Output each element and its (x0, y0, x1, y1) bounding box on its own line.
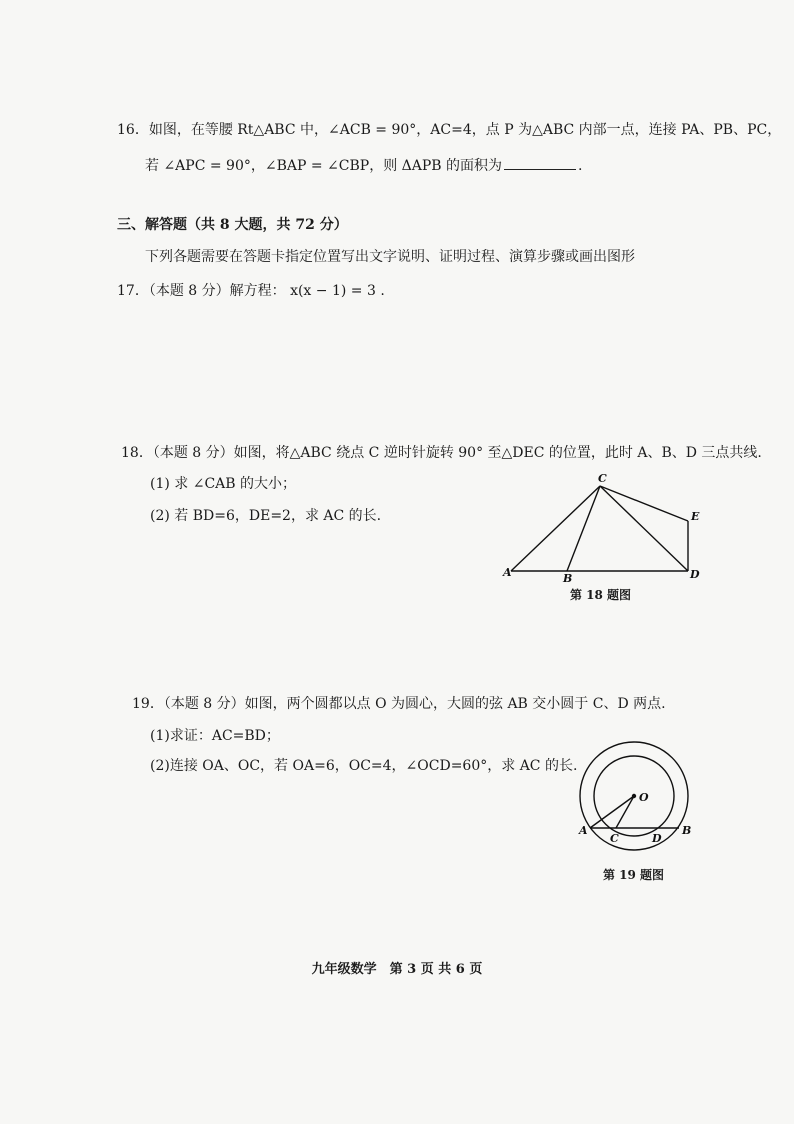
q19-caption: 第 19 题图 (603, 868, 665, 882)
segment-CD (600, 486, 688, 571)
page-footer: 九年级数学 第 3 页 共 6 页 (311, 962, 483, 977)
label-C: C (610, 832, 619, 845)
q18-part2: (2) 若 BD=6，DE=2，求 AC 的长. (150, 508, 382, 524)
label-B: B (682, 824, 692, 837)
q16-line2-text: 若 ∠APC = 90°，∠BAP = ∠CBP，则 ΔAPB 的面积为 (145, 158, 503, 174)
label-D: D (690, 568, 700, 581)
answer-blank (504, 155, 576, 170)
label-D: D (652, 832, 662, 845)
label-C: C (598, 472, 607, 485)
segment-CB (567, 486, 600, 571)
q18-caption: 第 18 题图 (570, 588, 632, 602)
label-A: A (503, 566, 512, 579)
q16-line2-end: . (578, 158, 583, 174)
label-E: E (691, 510, 700, 523)
q18-part1: (1) 求 ∠CAB 的大小； (150, 476, 297, 492)
segment-AC (511, 486, 600, 571)
q16-line1: 16．如图，在等腰 Rt△ABC 中，∠ACB = 90°，AC=4，点 P 为△ABC 内部一点，连接 PA、PB、PC， (117, 122, 782, 138)
q19-part2: (2)连接 OA、OC，若 OA=6，OC=4，∠OCD=60°，求 AC 的长. (150, 758, 578, 774)
label-O: O (639, 791, 649, 804)
section-heading: 三、解答题（共 8 大题，共 72 分） (117, 217, 348, 233)
q19-figure (572, 738, 704, 854)
segment-CE (600, 486, 688, 521)
section-instruction: 下列各题需要在答题卡指定位置写出文字说明、证明过程、演算步骤或画出图形 (145, 249, 635, 265)
segment-OC (616, 796, 634, 828)
label-B: B (563, 572, 573, 585)
label-A: A (579, 824, 588, 837)
q18-figure (490, 466, 710, 588)
q19-part1: (1)求证：AC=BD； (150, 728, 280, 744)
q16-line2 (145, 155, 582, 175)
q18-stem: 18．（本题 8 分）如图，将△ABC 绕点 C 逆时针旋转 90° 至△DEC 的位置，此时 A、B、D 三点共线. (121, 445, 762, 461)
center-point (632, 794, 636, 798)
q17-text: 17．（本题 8 分）解方程： x(x − 1) = 3 . (117, 283, 385, 299)
q19-stem: 19．（本题 8 分）如图，两个圆都以点 O 为圆心，大圆的弦 AB 交小圆于 C、D 两点. (132, 696, 666, 712)
